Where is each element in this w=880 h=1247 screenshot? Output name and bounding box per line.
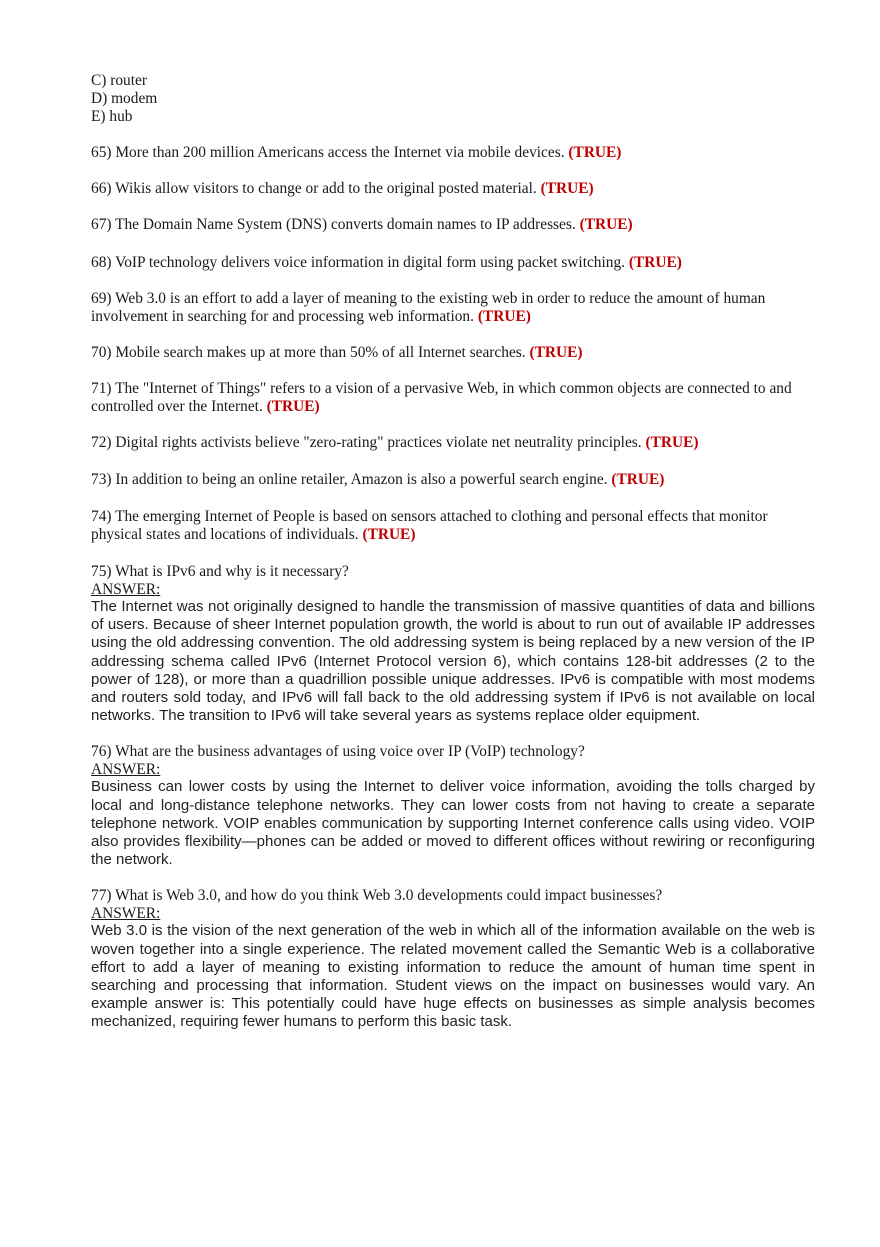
question-text: 71) The "Internet of Things" refers to a vision of a pervasive Web, in which common objects are connected to and controlled over the Internet. <box>91 380 792 415</box>
question-answer: (TRUE) <box>611 471 665 488</box>
question-text: 73) In addition to being an online retailer, Amazon is also a powerful search engine. <box>91 471 608 488</box>
answer-text: Business can lower costs by using the Internet to deliver voice information, avoiding the tolls charged by local and long-distance telephone networks. They can lower costs from not having to create a separate telephone network. VOIP enables communication by supporting Internet conference calls using video. VOIP also provides flexibility—phones can be added or moved to different offices without rewiring or reconfiguring the network. <box>91 778 815 869</box>
question-text: 74) The emerging Internet of People is based on sensors attached to clothing and personal effects that monitor physical states and locations of individuals. <box>91 508 768 543</box>
option-c: C) router <box>91 72 147 89</box>
question-answer: (TRUE) <box>645 434 699 451</box>
short-answer-question: 75) What is IPv6 and why is it necessary? <box>91 563 349 580</box>
short-answer-question: 76) What are the business advantages of using voice over IP (VoIP) technology? <box>91 743 585 761</box>
question-68 <box>91 254 815 272</box>
answer-label: ANSWER: <box>91 905 161 923</box>
question-answer: (TRUE) <box>362 526 416 543</box>
question-answer: (TRUE) <box>529 344 583 361</box>
question-text: 68) VoIP technology delivers voice information in digital form using packet switching. <box>91 254 626 271</box>
option-e: E) hub <box>91 108 133 125</box>
short-answer-77 <box>91 887 815 1031</box>
question-69 <box>91 290 815 326</box>
question-70 <box>91 344 815 362</box>
question-answer: (TRUE) <box>477 308 531 325</box>
question-answer: (TRUE) <box>266 398 320 415</box>
question-65 <box>91 144 815 162</box>
page-content <box>91 72 815 1032</box>
question-74 <box>91 508 815 544</box>
answer-label: ANSWER: <box>91 581 161 598</box>
question-71 <box>91 380 815 416</box>
question-text: 72) Digital rights activists believe "zero-rating" practices violate net neutrality principles. <box>91 434 642 451</box>
question-67 <box>91 216 815 234</box>
answer-options <box>91 72 815 126</box>
question-66 <box>91 180 815 198</box>
short-answer-75 <box>91 563 815 725</box>
question-text: 67) The Domain Name System (DNS) converts domain names to IP addresses. <box>91 216 576 233</box>
question-72 <box>91 434 815 452</box>
question-text: 66) Wikis allow visitors to change or add to the original posted material. <box>91 180 537 197</box>
answer-text: Web 3.0 is the vision of the next generation of the web in which all of the information available on the web is woven together into a single experience. The related movement called the Semantic Web is a collaborative effort to add a layer of meaning to existing information to reduce the amount of human time spent in searching and processing that information. Student views on the impact on businesses would vary. An example answer is: This potentially could have huge effects on businesses as simple analysis becomes mechanized, requiring fewer humans to perform this basic task. <box>91 922 815 1031</box>
answer-text: The Internet was not originally designed to handle the transmission of massive quantities of data and billions of users. Because of sheer Internet population growth, the world is about to run out of available IP addresses using the old addressing convention. The old addressing system is being replaced by a new version of the IP addressing schema called IPv6 (Internet Protocol version 6), which contains 128-bit addresses (2 to the power of 128), or more than a quadrillion possible unique addresses. IPv6 is compatible with most modems and routers sold today, and IPv6 will fall back to the old addressing system if IPv6 is not available on local networks. The transition to IPv6 will take several years as systems replace older equipment. <box>91 598 815 725</box>
option-d: D) modem <box>91 90 158 107</box>
question-text: 65) More than 200 million Americans access the Internet via mobile devices. <box>91 144 565 161</box>
question-73 <box>91 471 815 489</box>
answer-label: ANSWER: <box>91 761 161 779</box>
question-answer: (TRUE) <box>540 180 594 197</box>
question-answer: (TRUE) <box>568 144 622 161</box>
question-answer: (TRUE) <box>628 254 682 271</box>
short-answer-76 <box>91 743 815 869</box>
question-answer: (TRUE) <box>579 216 633 233</box>
question-text: 69) Web 3.0 is an effort to add a layer of meaning to the existing web in order to reduce the amount of human involvement in searching for and processing web information. <box>91 290 766 325</box>
question-text: 70) Mobile search makes up at more than 50% of all Internet searches. <box>91 344 526 361</box>
short-answer-question: 77) What is Web 3.0, and how do you think Web 3.0 developments could impact businesses? <box>91 887 663 905</box>
